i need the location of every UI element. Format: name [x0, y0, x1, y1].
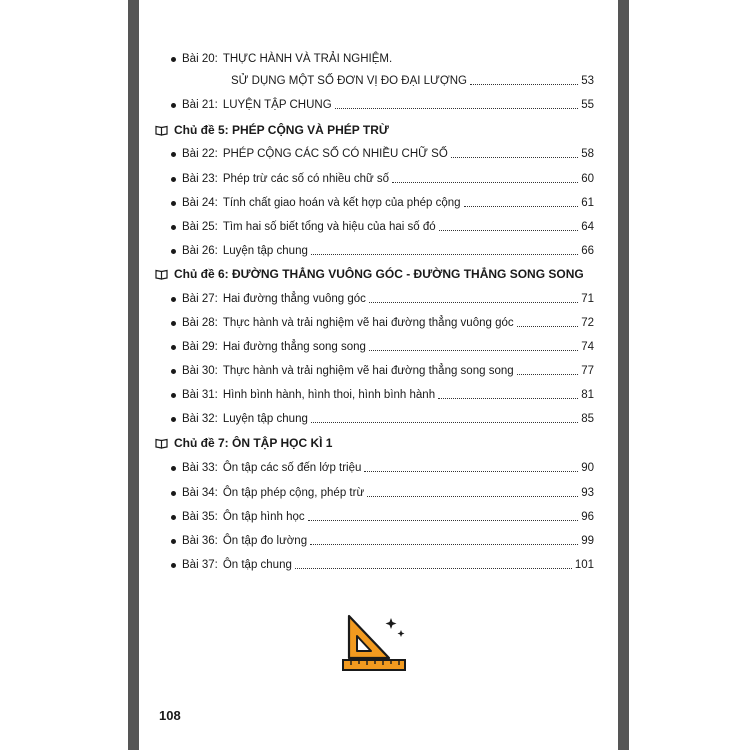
bullet-icon [171, 297, 176, 302]
lesson-title: Hai đường thẳng song song [222, 341, 366, 353]
right-page-edge [618, 0, 629, 750]
page-ref: 77 [581, 365, 594, 377]
page-ref: 96 [581, 511, 594, 523]
dot-leader [470, 84, 578, 85]
page-ref: 53 [581, 75, 594, 87]
dot-leader [369, 302, 578, 303]
page-ref: 55 [581, 99, 594, 111]
lesson-label: Bài 27: [182, 293, 218, 305]
bullet-icon [171, 177, 176, 182]
bullet-icon [171, 249, 176, 254]
bullet-icon [171, 393, 176, 398]
toc-entry[interactable] [171, 242, 594, 258]
bullet-icon [171, 103, 176, 108]
toc-entry[interactable] [171, 386, 594, 402]
dot-leader [464, 206, 579, 207]
bullet-icon [171, 201, 176, 206]
lesson-label: Bài 26: [182, 245, 218, 257]
toc-entry[interactable] [171, 484, 594, 500]
lesson-title: Phép trừ các số có nhiều chữ số [222, 173, 390, 185]
lesson-label: Bài 34: [182, 487, 218, 499]
lesson-label: Bài 24: [182, 197, 218, 209]
bullet-icon [171, 57, 176, 62]
bullet-icon [171, 539, 176, 544]
dot-leader [517, 374, 579, 375]
lesson-title: Hai đường thẳng vuông góc [222, 293, 366, 305]
toc-entry[interactable] [171, 459, 594, 475]
dot-leader [392, 182, 578, 183]
lesson-title: Hình bình hành, hình thoi, hình bình hành [222, 389, 436, 401]
lesson-label: Bài 31: [182, 389, 218, 401]
lesson-label: Bài 33: [182, 462, 218, 474]
lesson-label: Bài 29: [182, 341, 218, 353]
toc-entry[interactable] [171, 194, 594, 210]
bullet-icon [171, 321, 176, 326]
bullet-icon [171, 563, 176, 568]
toc-entry[interactable] [171, 290, 594, 306]
toc-entry[interactable] [171, 532, 594, 548]
dot-leader [311, 422, 578, 423]
page-ref: 93 [581, 487, 594, 499]
lesson-label: Bài 22: [182, 148, 218, 160]
bullet-icon [171, 466, 176, 471]
lesson-label: Bài 37: [182, 559, 218, 571]
toc-entry[interactable] [171, 314, 594, 330]
page-ref: 81 [581, 389, 594, 401]
dot-leader [451, 157, 578, 158]
lesson-title: Luyện tập chung [222, 413, 308, 425]
lesson-title: PHÉP CỘNG CÁC SỐ CÓ NHIỀU CHỮ SỐ [222, 148, 448, 160]
dot-leader [308, 520, 579, 521]
page-ref: 74 [581, 341, 594, 353]
page-ref: 85 [581, 413, 594, 425]
page-number: 108 [159, 708, 181, 723]
set-square-ruler-icon [339, 612, 411, 676]
lesson-title: Luyện tập chung [222, 245, 308, 257]
toc-entry[interactable] [171, 556, 594, 572]
dot-leader [367, 496, 578, 497]
chapter-title: Chủ đề 7: ÔN TẬP HỌC KÌ 1 [174, 436, 333, 450]
lesson-title: Tính chất giao hoán và kết hợp của phép cộng [222, 197, 461, 209]
bullet-icon [171, 515, 176, 520]
toc-entry[interactable] [171, 218, 594, 234]
chapter-heading[interactable] [155, 265, 584, 283]
lesson-label: Bài 35: [182, 511, 218, 523]
lesson-title: Ôn tập phép cộng, phép trừ [222, 487, 365, 499]
lesson-title: Tìm hai số biết tổng và hiệu của hai số đó [222, 221, 436, 233]
page-ref: 61 [581, 197, 594, 209]
bullet-icon [171, 491, 176, 496]
lesson-label: Bài 25: [182, 221, 218, 233]
lesson-label: Bài 23: [182, 173, 218, 185]
bullet-icon [171, 369, 176, 374]
chapter-title: Chủ đề 5: PHÉP CỘNG VÀ PHÉP TRỪ [174, 123, 389, 137]
toc-entry[interactable] [171, 338, 594, 354]
chapter-heading[interactable] [155, 434, 332, 452]
lesson-title: Thực hành và trải nghiệm vẽ hai đường thẳng song song [222, 365, 514, 377]
dot-leader [439, 230, 579, 231]
dot-leader [438, 398, 578, 399]
book-page [139, 0, 618, 750]
page-ref: 60 [581, 173, 594, 185]
dot-leader [295, 568, 572, 569]
toc-entry[interactable] [171, 170, 594, 186]
lesson-label: Bài 30: [182, 365, 218, 377]
toc-entry-continuation[interactable] [231, 72, 594, 88]
lesson-label: Bài 20: [182, 53, 218, 65]
toc-entry[interactable] [171, 410, 594, 426]
book-icon [155, 269, 168, 280]
lesson-title: Ôn tập chung [222, 559, 292, 571]
lesson-label: Bài 28: [182, 317, 218, 329]
chapter-title: Chủ đề 6: ĐƯỜNG THẲNG VUÔNG GÓC - ĐƯỜNG THẲNG SONG SONG [174, 267, 584, 281]
toc-entry[interactable] [171, 96, 594, 112]
page-ref: 99 [581, 535, 594, 547]
lesson-label: Bài 36: [182, 535, 218, 547]
page-ref: 66 [581, 245, 594, 257]
dot-leader [369, 350, 578, 351]
toc-entry[interactable] [171, 362, 594, 378]
page-ref: 58 [581, 148, 594, 160]
lesson-title: Ôn tập các số đến lớp triệu [222, 462, 362, 474]
page-ref: 90 [581, 462, 594, 474]
page-ref: 71 [581, 293, 594, 305]
dot-leader [311, 254, 578, 255]
dot-leader [310, 544, 578, 545]
toc-entry[interactable] [171, 145, 594, 161]
lesson-title: THỰC HÀNH VÀ TRẢI NGHIỆM. [222, 53, 393, 65]
chapter-heading[interactable] [155, 121, 389, 139]
page-ref: 101 [574, 559, 594, 571]
lesson-title: SỬ DỤNG MỘT SỐ ĐƠN VỊ ĐO ĐẠI LƯỢNG [231, 75, 467, 87]
dot-leader [335, 108, 579, 109]
lesson-title: Ôn tập hình học [222, 511, 305, 523]
lesson-title: LUYỆN TẬP CHUNG [222, 99, 332, 111]
left-page-edge [128, 0, 139, 750]
lesson-label: Bài 21: [182, 99, 218, 111]
lesson-title: Ôn tập đo lường [222, 535, 308, 547]
bullet-icon [171, 345, 176, 350]
dot-leader [517, 326, 579, 327]
bullet-icon [171, 417, 176, 422]
lesson-label: Bài 32: [182, 413, 218, 425]
lesson-title: Thực hành và trải nghiệm vẽ hai đường thẳng vuông góc [222, 317, 514, 329]
toc-entry[interactable] [171, 508, 594, 524]
book-icon [155, 125, 168, 136]
bullet-icon [171, 225, 176, 230]
page-ref: 64 [581, 221, 594, 233]
page-ref: 72 [581, 317, 594, 329]
book-icon [155, 438, 168, 449]
bullet-icon [171, 152, 176, 157]
dot-leader [364, 471, 578, 472]
toc-entry[interactable] [171, 50, 594, 66]
